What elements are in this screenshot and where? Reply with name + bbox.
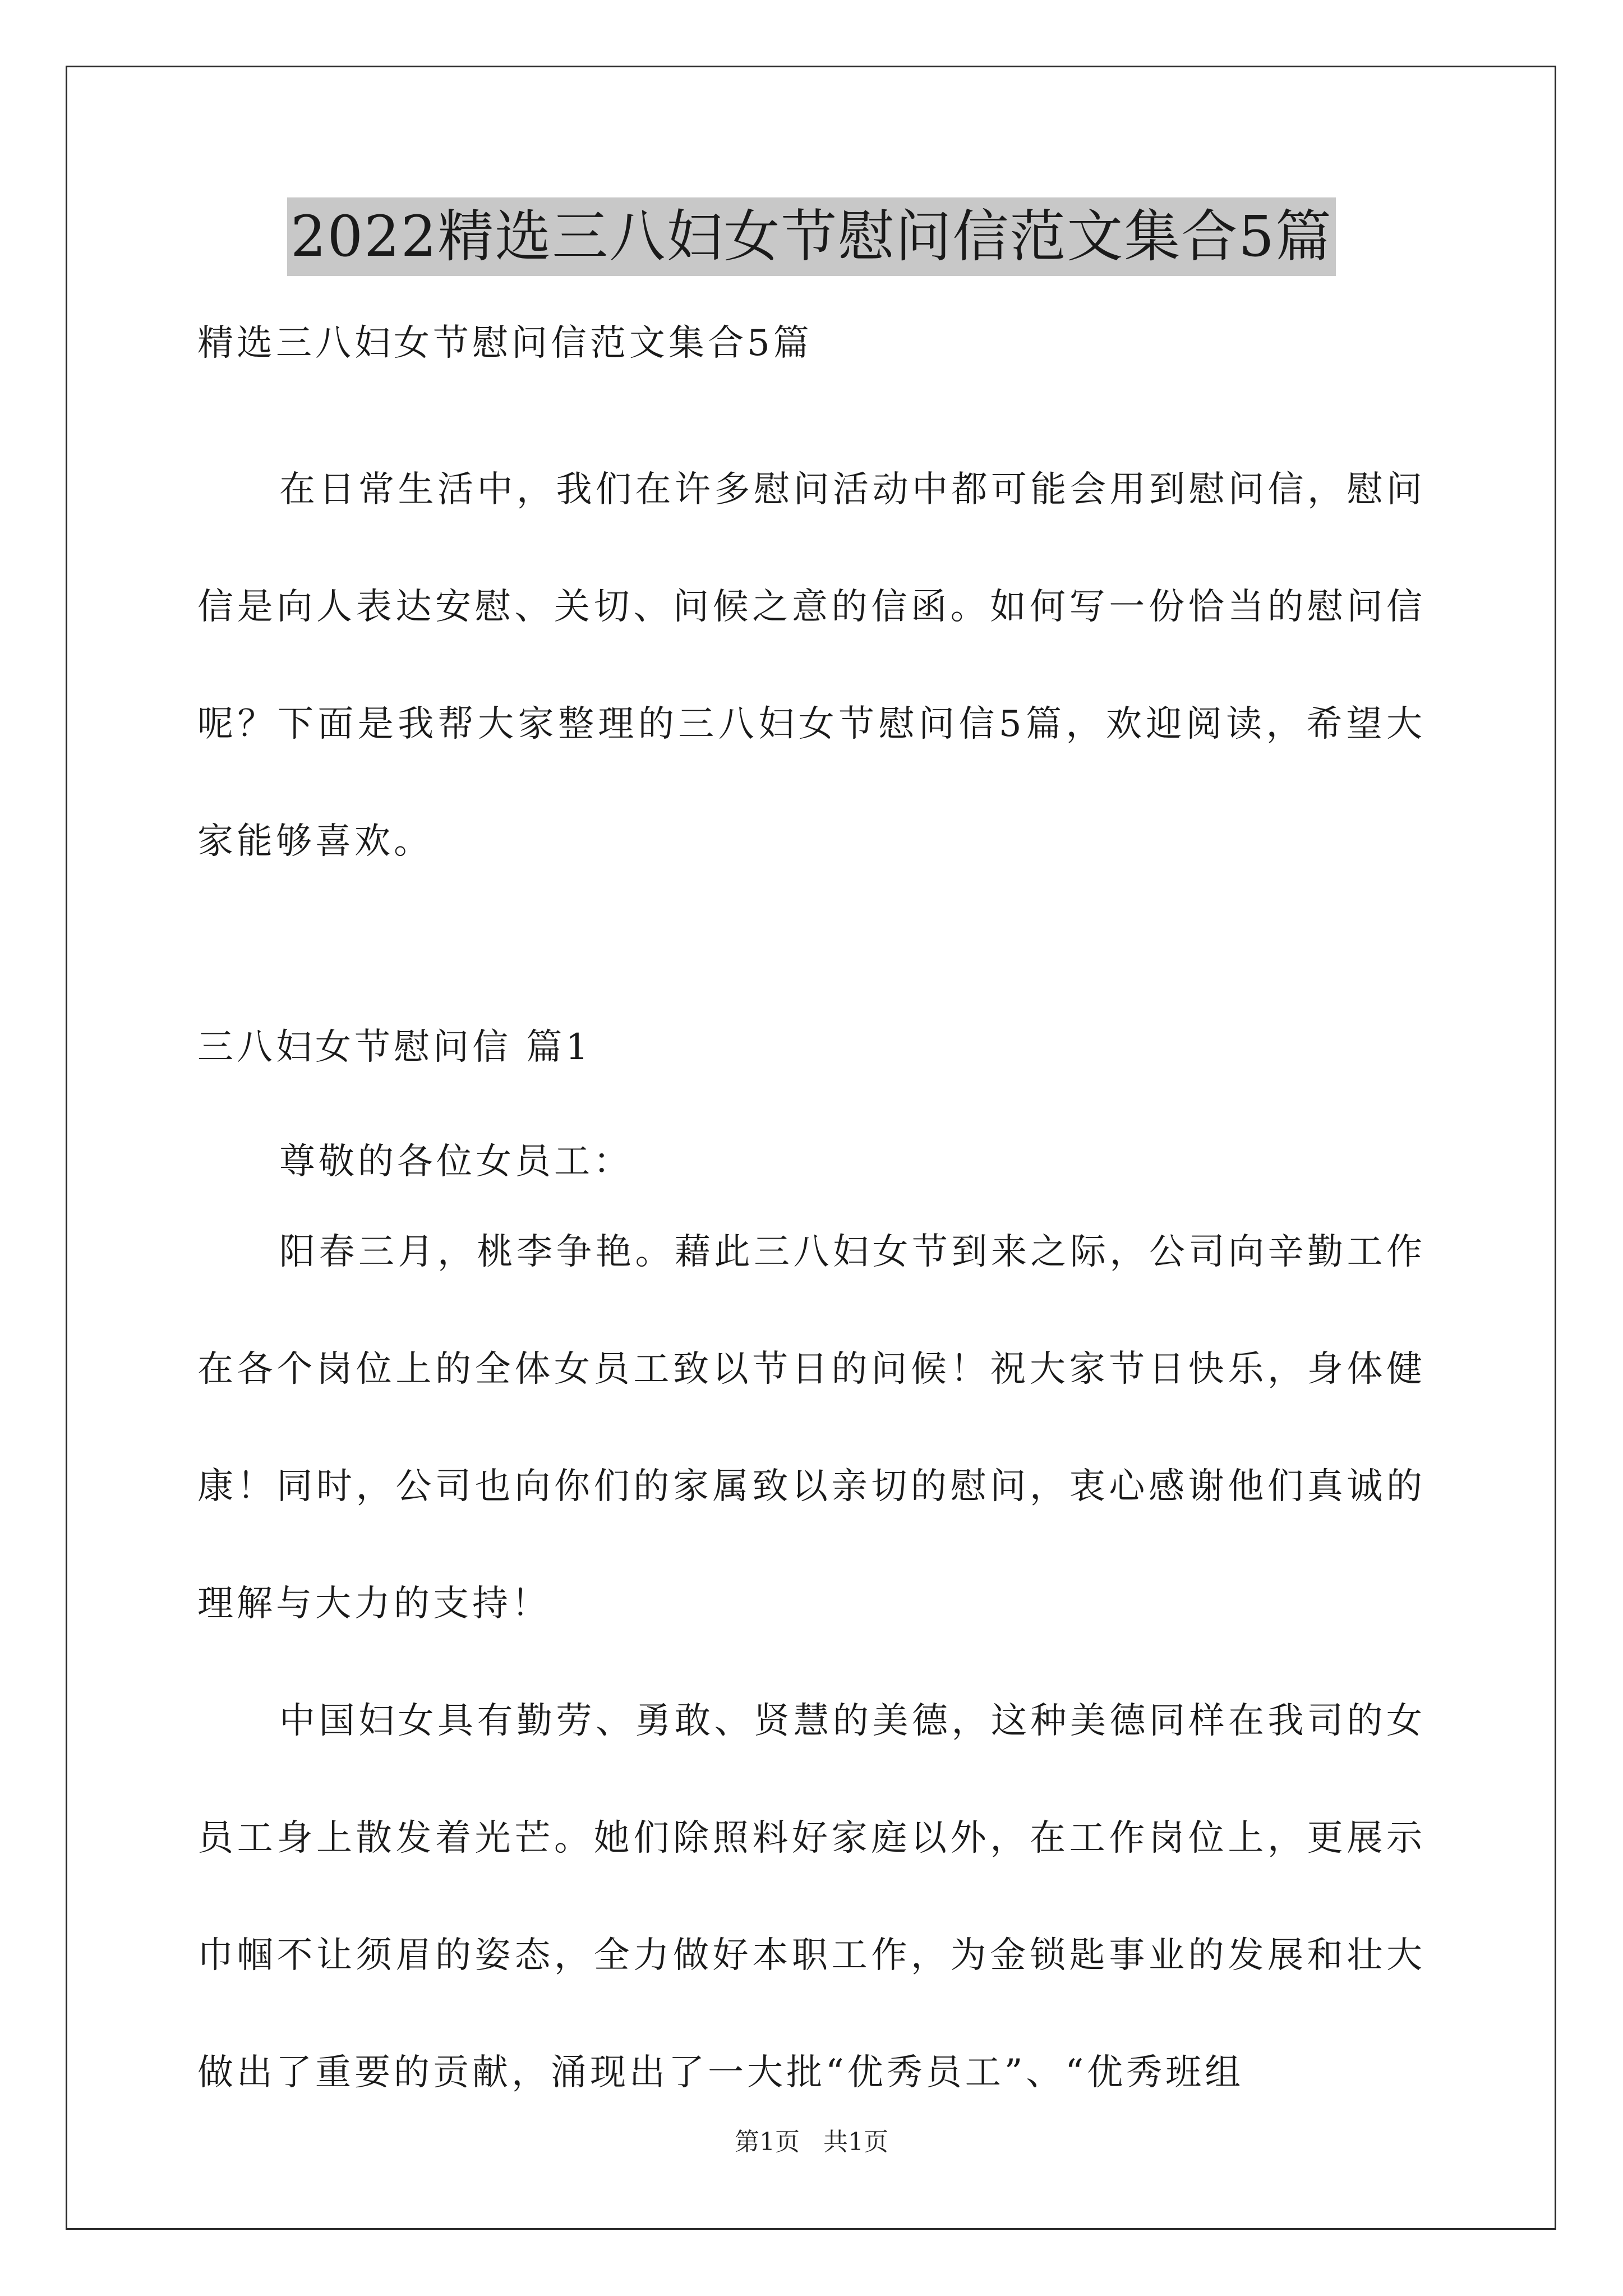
title-container: [0, 197, 1623, 276]
section-heading: 三八妇女节慰问信 篇1: [197, 1027, 592, 1068]
intro-paragraph: 在日常生活中，我们在许多慰问活动中都可能会用到慰问信，慰问信是向人表达安慰、关切、问候之意的信函。如何写一份恰当的慰问信呢？下面是我帮大家整理的三八妇女节慰问信5篇，欢迎阅读，希望大家能够喜欢。: [197, 469, 1426, 862]
body-paragraph-2: 中国妇女具有勤劳、勇敢、贤慧的美德，这种美德同样在我司的女员工身上散发着光芒。她们除照料好家庭以外，在工作岗位上，更展示巾帼不让须眉的姿态，全力做好本职工作，为金锁匙事业的发展和壮大做出了重要的贡献，涌现出了一大批“优秀员工”、“优秀班组: [197, 1700, 1426, 2093]
document-title: 2022精选三八妇女节慰问信范文集合5篇: [287, 197, 1336, 276]
salutation: 尊敬的各位女员工：: [279, 1141, 633, 1182]
page-footer: [0, 2122, 1623, 2157]
page-number-current: 第1页: [735, 2128, 800, 2156]
document-body: [197, 314, 1426, 2132]
page-number-total: 共1页: [823, 2128, 888, 2156]
body-paragraph-1: 阳春三月，桃李争艳。藉此三八妇女节到来之际，公司向辛勤工作在各个岗位上的全体女员工致以节日的问候！祝大家节日快乐，身体健康！同时，公司也向你们的家属致以亲切的慰问，衷心感谢他们真诚的理解与大力的支持！: [197, 1231, 1426, 1625]
document-subtitle: 精选三八妇女节慰问信范文集合5篇: [197, 323, 813, 364]
